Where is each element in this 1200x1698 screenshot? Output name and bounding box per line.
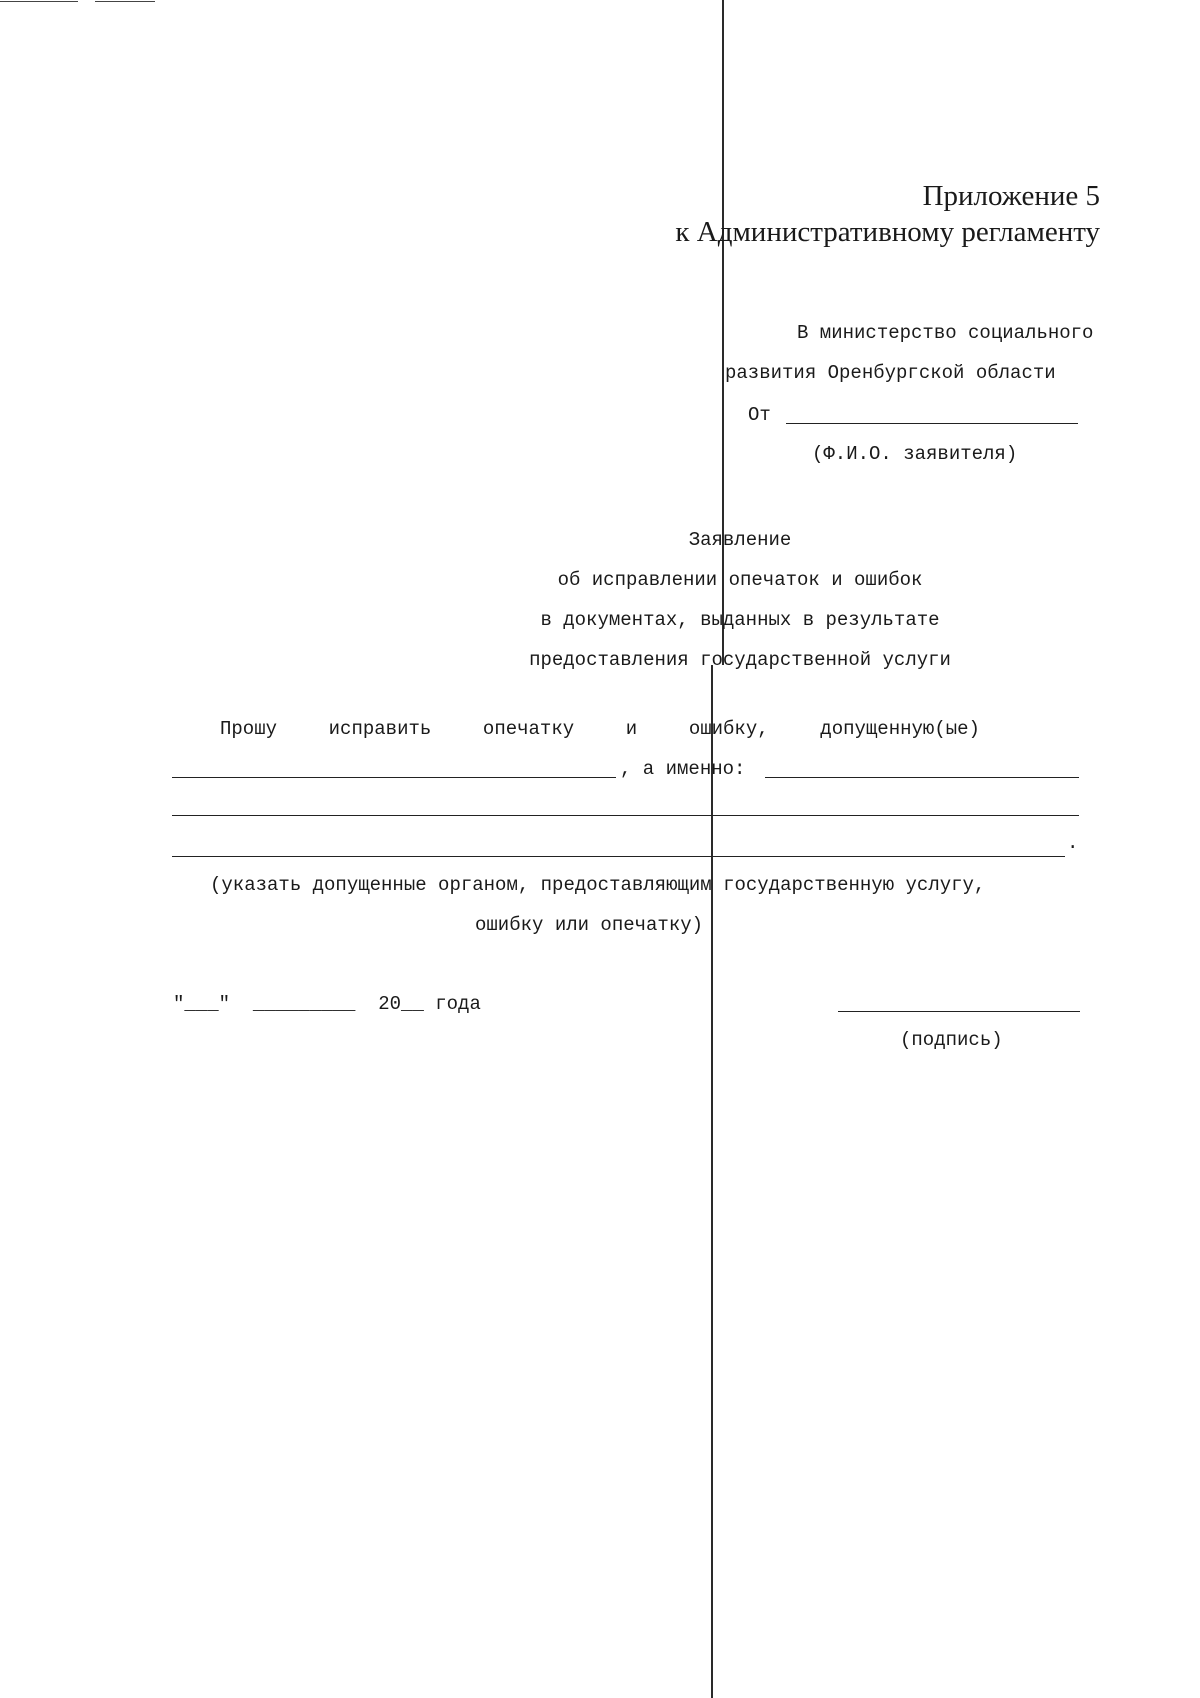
error-description-field-3[interactable] xyxy=(172,856,1065,857)
field-caption-line-1: (указать допущенные органом, предоставляющим государственную услугу, xyxy=(210,874,986,896)
appendix-number: Приложение 5 xyxy=(922,180,1100,212)
title-line-1: об исправлении опечаток и ошибок xyxy=(557,569,923,591)
title-block xyxy=(0,520,1200,680)
fio-caption: (Ф.И.О. заявителя) xyxy=(812,443,1018,465)
scan-corner-mark xyxy=(95,1,155,2)
request-sentence xyxy=(220,718,980,740)
request-word: исправить xyxy=(328,718,432,740)
scan-fold-line-lower xyxy=(711,665,713,1698)
sentence-period: . xyxy=(1067,832,1079,854)
request-word: и xyxy=(625,718,638,740)
appendix-reference: к Административному регламенту xyxy=(675,216,1100,248)
title-line-2: в документах, выданных в результате xyxy=(540,609,940,631)
applicant-name-field[interactable] xyxy=(786,423,1078,424)
scan-corner-mark xyxy=(0,1,78,2)
title-heading: Заявление xyxy=(688,529,792,551)
signature-caption: (подпись) xyxy=(900,1029,1003,1051)
request-word: Прошу xyxy=(220,718,278,740)
error-description-field[interactable] xyxy=(765,777,1079,778)
recipient-line-2: развития Оренбургской области xyxy=(725,362,1056,384)
appendix-header xyxy=(675,178,1100,250)
from-label: От xyxy=(748,404,771,426)
title-line-3: предоставления государственной услуги xyxy=(529,649,951,671)
request-word: допущенную(ые) xyxy=(820,718,980,740)
document-field[interactable] xyxy=(172,777,616,778)
request-word: ошибку, xyxy=(688,718,769,740)
signature-field[interactable] xyxy=(838,1011,1080,1012)
date-field[interactable]: "___" _________ 20__ года xyxy=(173,993,481,1015)
namely-label: , а именно: xyxy=(620,758,746,780)
field-caption-line-2: ошибку или опечатку) xyxy=(475,914,704,936)
error-description-field-2[interactable] xyxy=(172,815,1079,816)
request-word: опечатку xyxy=(482,718,575,740)
recipient-line-1: В министерство социального xyxy=(797,322,1094,344)
